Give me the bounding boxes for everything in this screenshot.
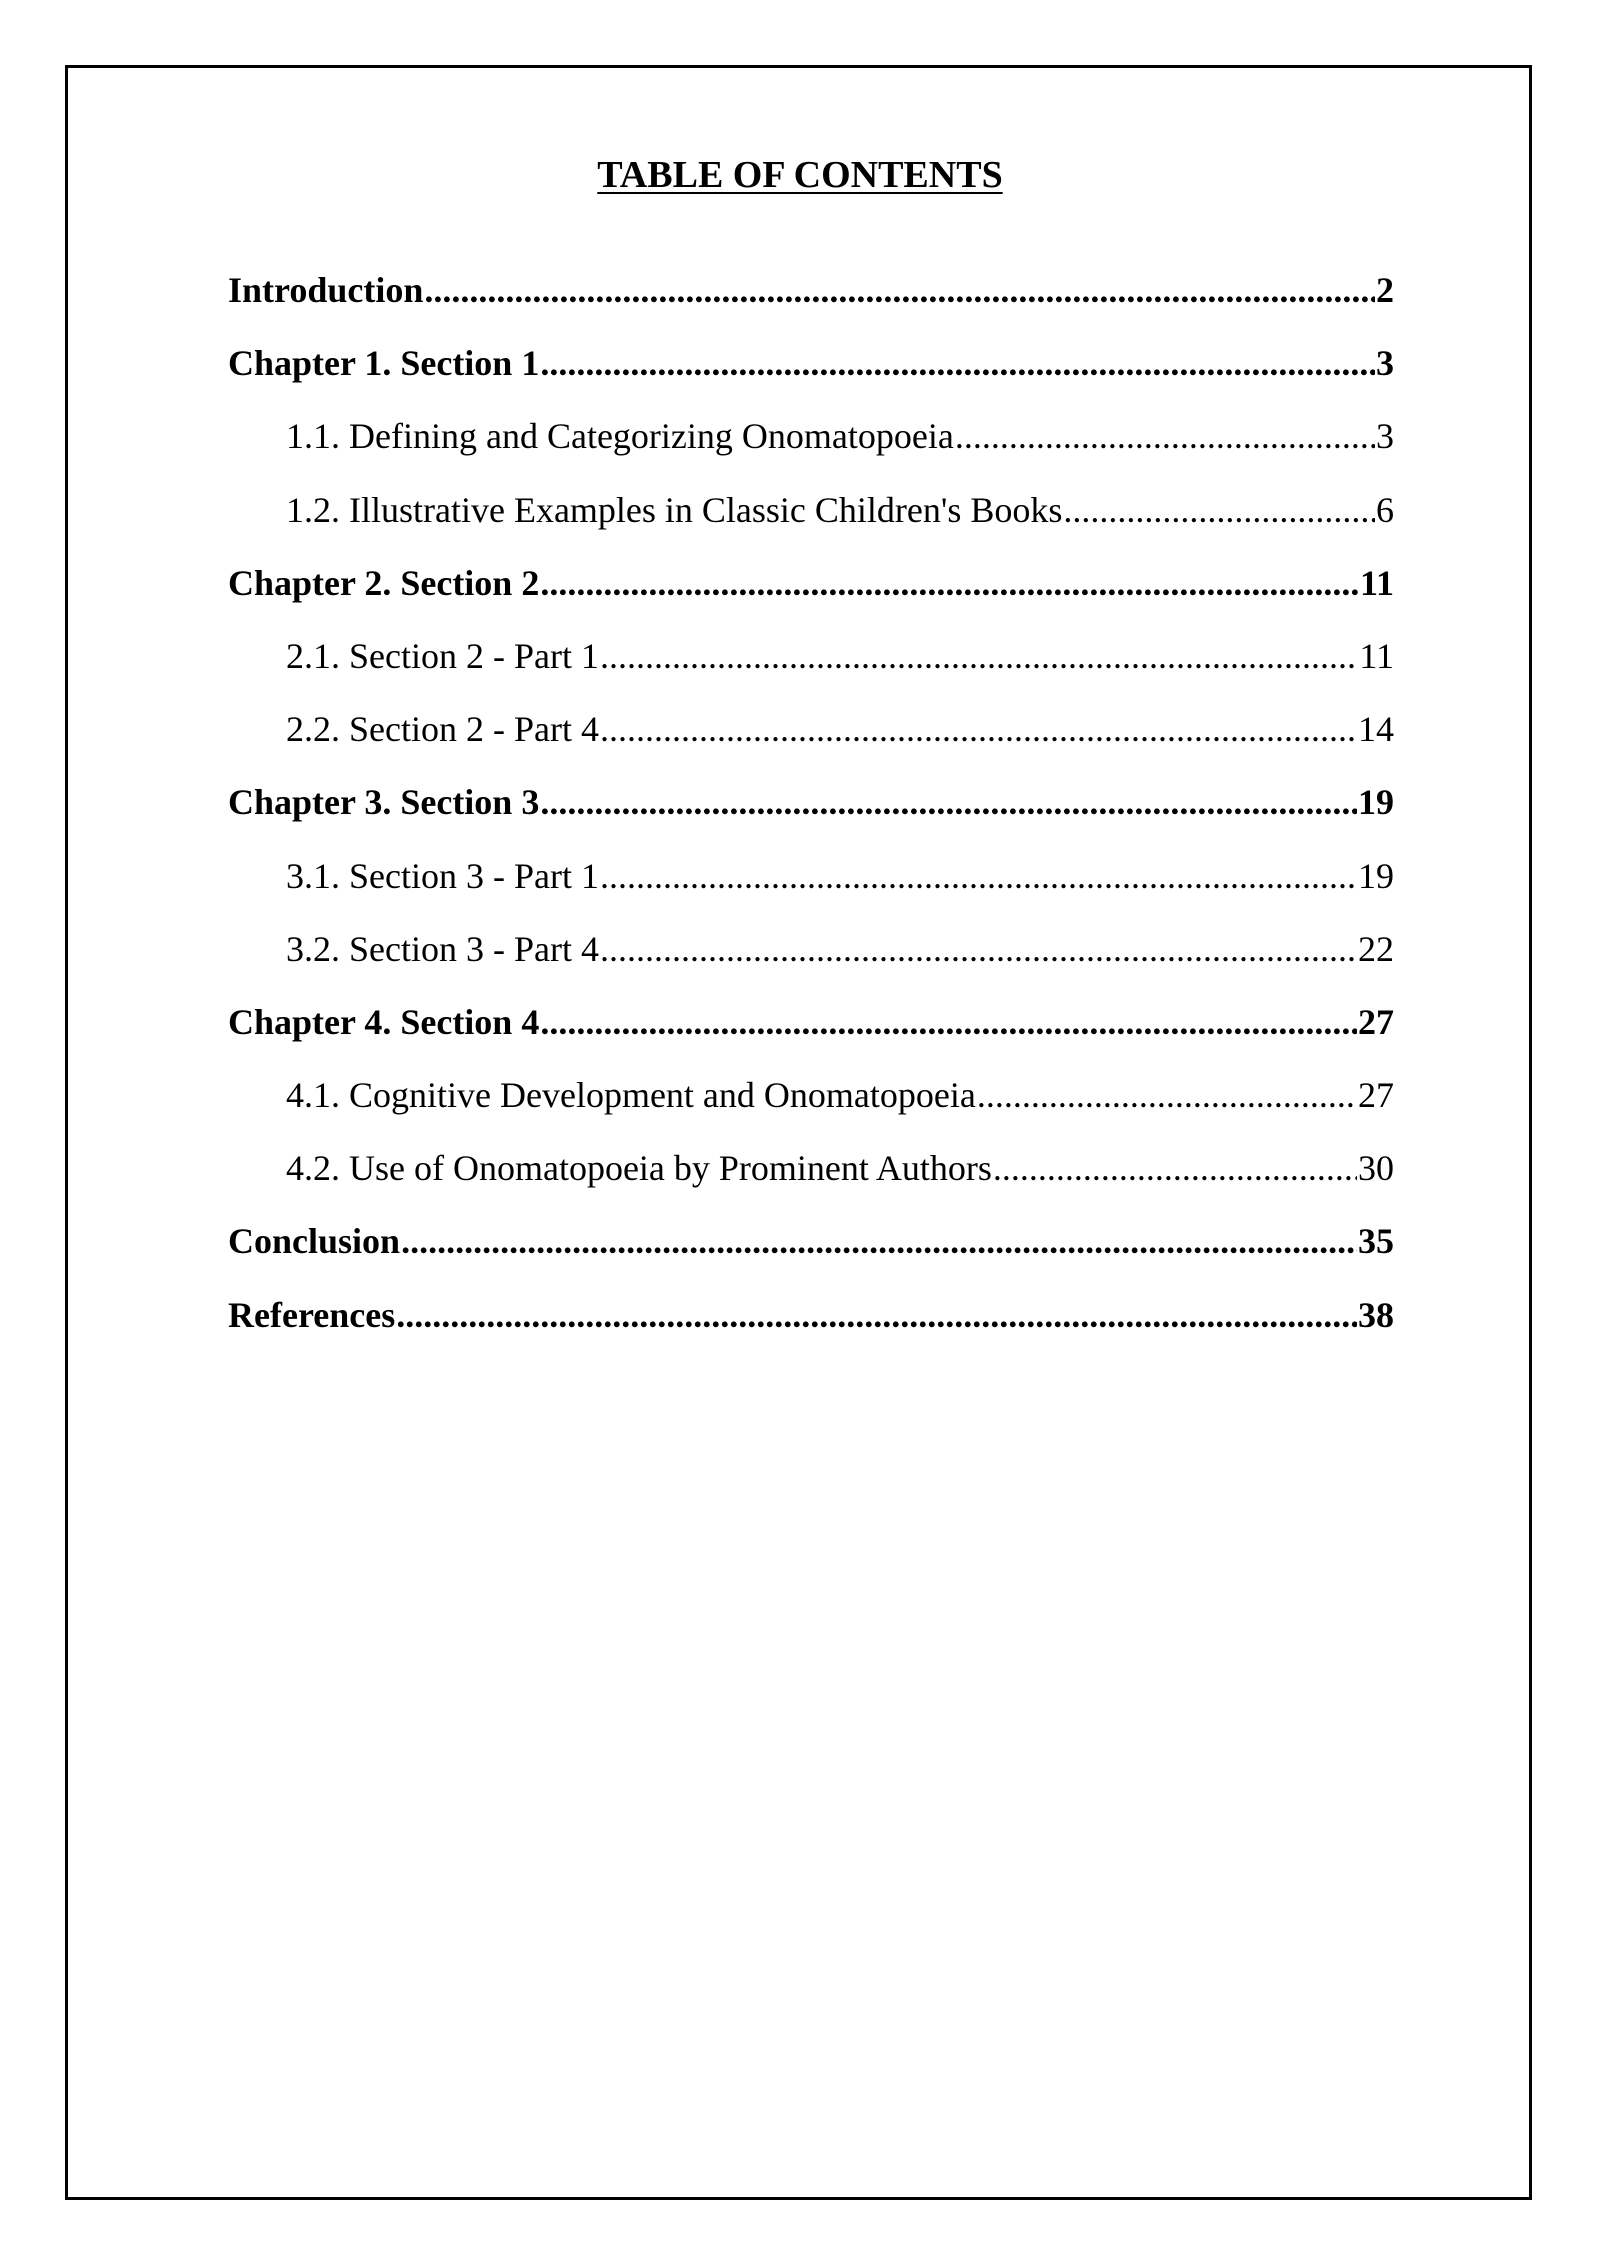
toc-entry-text: 1.1. Defining and Categorizing Onomatopoeia bbox=[286, 416, 954, 457]
toc-title: TABLE OF CONTENTS bbox=[597, 154, 1003, 196]
dot-leader bbox=[1063, 482, 1375, 538]
toc-entry-text: Introduction bbox=[228, 270, 424, 310]
toc-section-entry[interactable] bbox=[228, 701, 1394, 774]
toc-section-entry[interactable] bbox=[228, 1067, 1394, 1140]
dot-leader bbox=[540, 774, 1357, 830]
toc-entry-text: 4.2. Use of Onomatopoeia by Prominent Authors bbox=[286, 1148, 992, 1189]
toc-page-number: 38 bbox=[1358, 1294, 1394, 1335]
toc-chapter-entry[interactable] bbox=[228, 555, 1394, 628]
toc-list bbox=[228, 262, 1394, 1360]
toc-page-number: 2 bbox=[1376, 270, 1394, 310]
toc-section-entry[interactable] bbox=[228, 921, 1394, 994]
toc-chapter-entry[interactable] bbox=[228, 774, 1394, 847]
toc-page-number: 27 bbox=[1358, 1001, 1394, 1042]
toc-entry-text: 3.2. Section 3 - Part 4 bbox=[286, 928, 599, 969]
toc-entry-text: Chapter 4. Section 4 bbox=[228, 1001, 540, 1042]
toc-page-number: 3 bbox=[1376, 416, 1394, 457]
toc-page-number: 14 bbox=[1358, 709, 1394, 750]
dot-leader bbox=[977, 1067, 1357, 1123]
toc-entry-text: References bbox=[228, 1294, 396, 1335]
toc-page-number: 6 bbox=[1376, 489, 1394, 530]
toc-page-number: 35 bbox=[1358, 1221, 1394, 1262]
toc-section-entry[interactable] bbox=[228, 848, 1394, 921]
toc-entry-text: Chapter 1. Section 1 bbox=[228, 343, 540, 384]
toc-entry-text: Conclusion bbox=[228, 1221, 401, 1262]
dot-leader bbox=[540, 994, 1357, 1050]
dot-leader bbox=[955, 408, 1375, 464]
toc-page-number: 19 bbox=[1358, 855, 1394, 896]
toc-section-entry[interactable] bbox=[228, 408, 1394, 481]
toc-entry-text: 3.1. Section 3 - Part 1 bbox=[286, 855, 599, 896]
toc-chapter-entry[interactable] bbox=[228, 262, 1394, 335]
dot-leader bbox=[540, 335, 1375, 391]
toc-entry-text: 1.2. Illustrative Examples in Classic Children's Books bbox=[286, 489, 1063, 530]
toc-entry-text: 2.2. Section 2 - Part 4 bbox=[286, 709, 599, 750]
toc-page-number: 27 bbox=[1358, 1075, 1394, 1116]
toc-chapter-entry[interactable] bbox=[228, 1213, 1394, 1286]
toc-page-number: 22 bbox=[1358, 928, 1394, 969]
dot-leader bbox=[600, 628, 1358, 684]
dot-leader bbox=[600, 848, 1357, 904]
toc-entry-text: Chapter 2. Section 2 bbox=[228, 562, 540, 603]
toc-chapter-entry[interactable] bbox=[228, 1287, 1394, 1360]
toc-page-number: 30 bbox=[1358, 1148, 1394, 1189]
dot-leader bbox=[600, 921, 1357, 977]
toc-entry-text: Chapter 3. Section 3 bbox=[228, 782, 540, 823]
toc-chapter-entry[interactable] bbox=[228, 994, 1394, 1067]
dot-leader bbox=[540, 555, 1359, 611]
toc-entry-text: 2.1. Section 2 - Part 1 bbox=[286, 635, 599, 676]
dot-leader bbox=[600, 701, 1357, 757]
toc-section-entry[interactable] bbox=[228, 1140, 1394, 1213]
toc-page-number: 11 bbox=[1359, 562, 1394, 603]
dot-leader bbox=[401, 1213, 1357, 1269]
toc-section-entry[interactable] bbox=[228, 628, 1394, 701]
dot-leader bbox=[993, 1140, 1357, 1196]
toc-page-number: 11 bbox=[1359, 635, 1394, 676]
toc-page-number: 19 bbox=[1358, 782, 1394, 823]
toc-chapter-entry[interactable] bbox=[228, 335, 1394, 408]
toc-page-number: 3 bbox=[1376, 343, 1394, 384]
dot-leader bbox=[424, 262, 1375, 318]
dot-leader bbox=[396, 1287, 1357, 1343]
toc-entry-text: 4.1. Cognitive Development and Onomatopoeia bbox=[286, 1075, 976, 1116]
toc-section-entry[interactable] bbox=[228, 482, 1394, 555]
